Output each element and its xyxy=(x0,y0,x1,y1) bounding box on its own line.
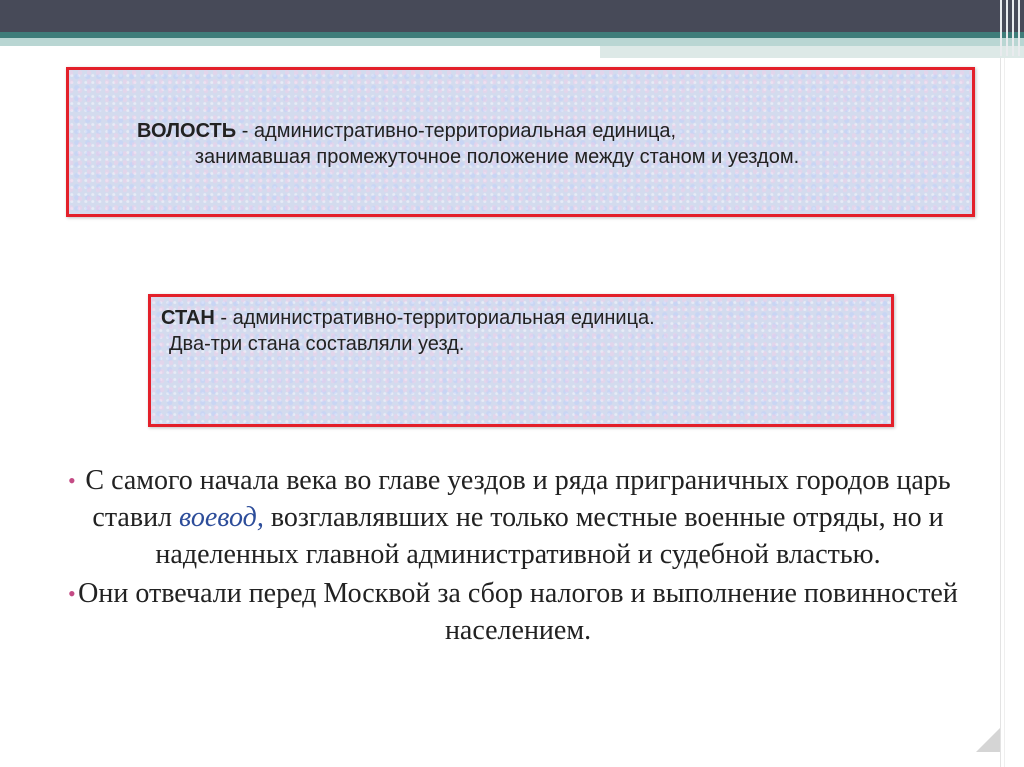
bullet-item xyxy=(68,462,968,573)
bullet-text: Они отвечали перед Москвой за сбор налогов и выполнение повинностей населением. xyxy=(78,578,958,646)
bullet-item xyxy=(68,575,968,649)
header-grip-line xyxy=(1006,0,1008,56)
highlighted-term: воевод, xyxy=(179,502,264,533)
definition-description: - административно-территориальная единица, xyxy=(236,120,677,142)
bullet-dot-icon: • xyxy=(68,468,76,493)
definition-term: СТАН xyxy=(161,307,215,329)
definition-box-stan xyxy=(148,294,894,427)
bullet-dot-icon: • xyxy=(68,581,76,606)
header-grip-line xyxy=(1012,0,1014,56)
page-corner-icon xyxy=(976,728,1000,752)
definition-text xyxy=(161,305,861,357)
definition-description-line2: занимавшая промежуточное положение между станом и уездом. xyxy=(194,146,800,168)
definition-box-volost xyxy=(66,67,975,217)
accent-strip-pale xyxy=(600,46,1024,58)
header-grip-line xyxy=(1000,0,1002,56)
header-grip-line xyxy=(1018,0,1020,56)
top-header-bar xyxy=(0,0,1024,32)
definition-description: - административно-территориальная единица. xyxy=(214,307,655,329)
bullet-text: С самого начала века во главе уездов и ряда приграничных городов царь ставил xyxy=(85,465,951,533)
definition-description-line2: Два-три стана составляли уезд. xyxy=(169,333,465,355)
definition-term: ВОЛОСТЬ xyxy=(137,120,237,142)
page-edge-line xyxy=(1004,58,1005,767)
accent-strip-light xyxy=(0,38,1024,46)
page-edge-line xyxy=(1000,58,1001,767)
definition-text xyxy=(137,118,897,170)
bullet-list xyxy=(68,462,968,651)
bullet-text: возглавлявших не только местные военные отряды, но и наделенных главной административной и судебной властью. xyxy=(155,502,944,570)
